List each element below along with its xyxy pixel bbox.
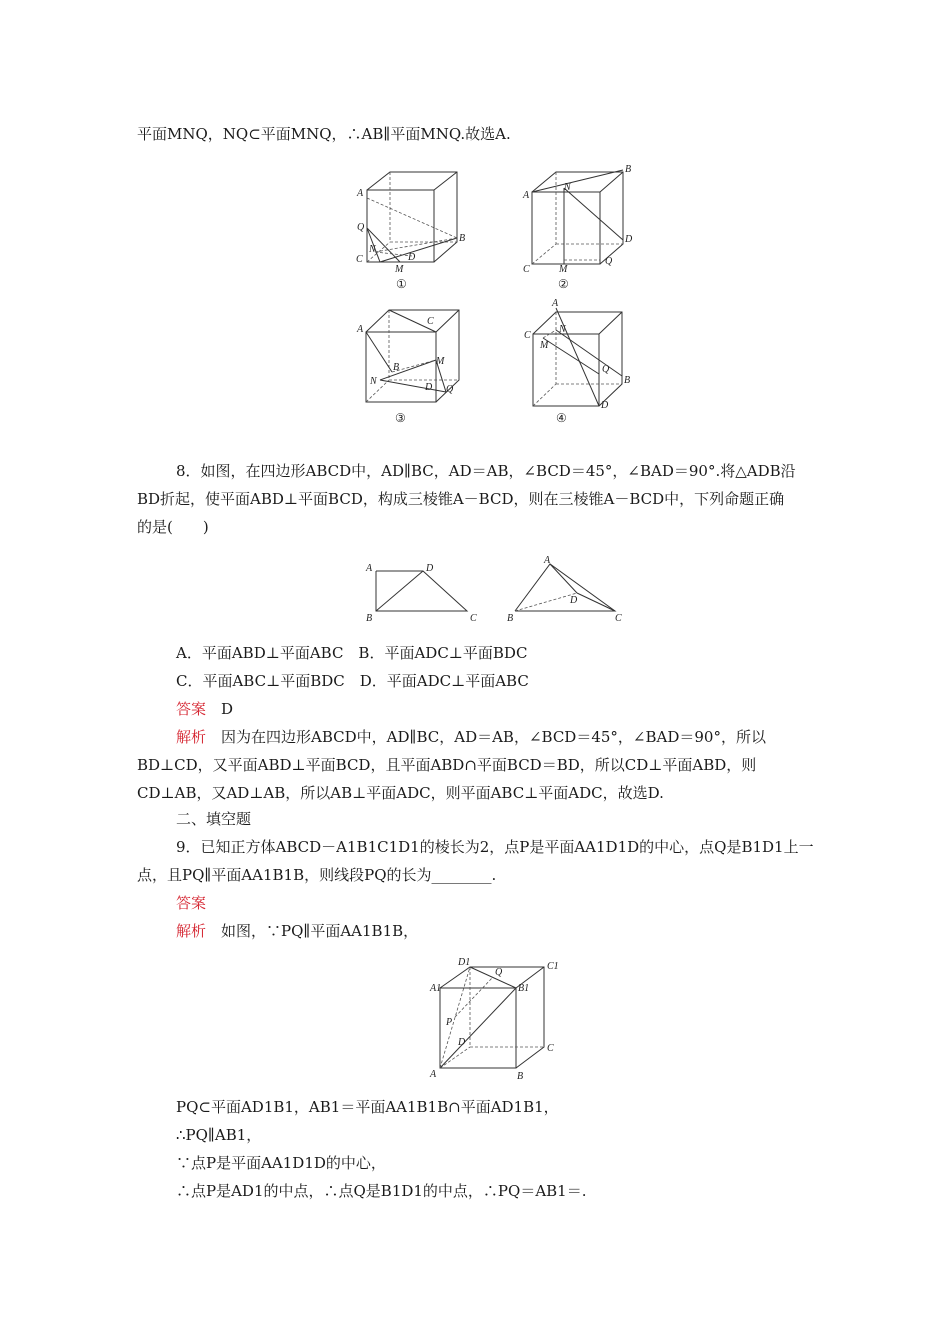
solution-8-line-2: BD⊥CD，又平面ABD⊥平面BCD，且平面ABD∩平面BCD＝BD，所以CD⊥平面ABD，则 xyxy=(137,756,757,774)
label-B-4: B xyxy=(624,375,631,386)
caption-3: ③ xyxy=(395,411,406,425)
figure-2 xyxy=(522,164,633,291)
answer-label: 答案 xyxy=(176,700,207,718)
label-Q: Q xyxy=(357,222,365,233)
label-C-3: C xyxy=(427,316,434,327)
label-D1: D1 xyxy=(458,957,471,968)
label-A1: A1 xyxy=(430,983,442,994)
caption-2: ② xyxy=(558,277,569,291)
label-A-q8b: A xyxy=(544,555,551,566)
solution-label: 解析 xyxy=(176,728,207,746)
answer-9 xyxy=(176,893,206,913)
label-D-2: D xyxy=(625,234,633,245)
caption-1: ① xyxy=(396,277,407,291)
label-B: B xyxy=(459,233,466,244)
label-M-3: M xyxy=(436,356,445,367)
solution-9-text: 如图，∵PQ∥平面AA1B1B， xyxy=(221,922,419,940)
label-D-4: D xyxy=(601,400,609,411)
answer-8 xyxy=(176,699,233,719)
label-C-2: C xyxy=(523,264,530,275)
label-Q-4: Q xyxy=(602,364,610,375)
label-C1: C1 xyxy=(547,961,559,972)
q8-line-3: 的是( ) xyxy=(137,518,209,536)
label-B-cube: B xyxy=(517,1071,524,1082)
label-B-3: B xyxy=(393,362,400,373)
q8-figures xyxy=(360,555,630,625)
label-N: N xyxy=(369,244,376,255)
tail-line-2: ∴PQ∥AB1， xyxy=(176,1126,262,1144)
label-B-q8b: B xyxy=(507,613,514,624)
figure-4 xyxy=(524,298,630,425)
label-D-3: D xyxy=(425,382,433,393)
q8-line-1: 8．如图，在四边形ABCD中，AD∥BC，AD＝AB，∠BCD＝45°，∠BAD＝90°.将△ADB沿 xyxy=(176,462,796,480)
label-D-q8b: D xyxy=(570,595,578,606)
q9-line-1: 9．已知正方体ABCD－A1B1C1D1的棱长为2，点P是平面AA1D1D的中心，点Q是B1D1上一 xyxy=(176,838,814,856)
label-Q-3: Q xyxy=(446,384,454,395)
tail-line-4: ∴点P是AD1的中点，∴点Q是B1D1的中点，∴PQ＝AB1＝. xyxy=(176,1182,587,1200)
label-A-cube: A xyxy=(430,1069,437,1080)
quadrilateral-figure xyxy=(365,563,477,624)
option-a-b: A．平面ABD⊥平面ABC B．平面ADC⊥平面BDC xyxy=(176,644,528,662)
figure-3 xyxy=(356,310,459,425)
label-A-3: A xyxy=(357,324,364,335)
label-C: C xyxy=(356,254,363,265)
label-A: A xyxy=(357,188,364,199)
q8-line-2: BD折起，使平面ABD⊥平面BCD，构成三棱锥A－BCD，则在三棱锥A－BCD中，下列命题正确 xyxy=(137,490,785,508)
answer-9-label: 答案 xyxy=(176,894,207,912)
label-M-4: M xyxy=(540,340,549,351)
solution-8-line-1 xyxy=(176,727,766,747)
section-heading: 二、填空题 xyxy=(176,810,252,828)
label-B-q8a: B xyxy=(366,613,373,624)
label-P: P xyxy=(446,1017,453,1028)
cube-figure-q9 xyxy=(420,955,570,1085)
label-M: M xyxy=(395,264,404,275)
label-B1: B1 xyxy=(518,983,530,994)
q9-line-2: 点，且PQ∥平面AA1B1B，则线段PQ的长为________. xyxy=(137,866,497,884)
label-D: D xyxy=(408,252,416,263)
label-A-4: A xyxy=(552,298,559,309)
label-N-4: N xyxy=(559,324,566,335)
label-C-cube: C xyxy=(547,1043,554,1054)
solution-8-text: 因为在四边形ABCD中，AD∥BC，AD＝AB，∠BCD＝45°，∠BAD＝90°，所以 xyxy=(221,728,766,746)
answer-value: D xyxy=(221,700,234,718)
label-A-2: A xyxy=(523,190,530,201)
caption-4: ④ xyxy=(556,411,567,425)
option-c-d: C．平面ABC⊥平面BDC D．平面ADC⊥平面ABC xyxy=(176,672,529,690)
pyramid-figure xyxy=(507,555,622,624)
tail-line-1: PQ⊂平面AD1B1，AB1＝平面AA1B1B∩平面AD1B1， xyxy=(176,1098,559,1116)
label-C-q8a: C xyxy=(470,613,477,624)
text-line-top: 平面MNQ，NQ⊂平面MNQ，∴AB∥平面MNQ.故选A. xyxy=(137,125,511,143)
label-C-q8b: C xyxy=(615,613,622,624)
label-N-3: N xyxy=(370,376,377,387)
label-Q-2: Q xyxy=(605,256,613,267)
label-A-q8a: A xyxy=(366,563,373,574)
label-Q-cube: Q xyxy=(495,967,503,978)
figure-1 xyxy=(356,172,465,291)
cube-figures xyxy=(340,160,640,430)
label-N-2: N xyxy=(564,182,571,193)
label-B-2: B xyxy=(625,164,632,175)
solution-8-line-3: CD⊥AB，又AD⊥AB，所以AB⊥平面ADC，则平面ABC⊥平面ADC，故选D. xyxy=(137,784,664,802)
label-M-2: M xyxy=(559,264,568,275)
label-D-q8a: D xyxy=(426,563,434,574)
solution-9-label: 解析 xyxy=(176,922,207,940)
solution-9 xyxy=(176,921,418,941)
tail-line-3: ∵点P是平面AA1D1D的中心， xyxy=(176,1154,386,1172)
label-D-cube: D xyxy=(458,1037,466,1048)
label-C-4: C xyxy=(524,330,531,341)
